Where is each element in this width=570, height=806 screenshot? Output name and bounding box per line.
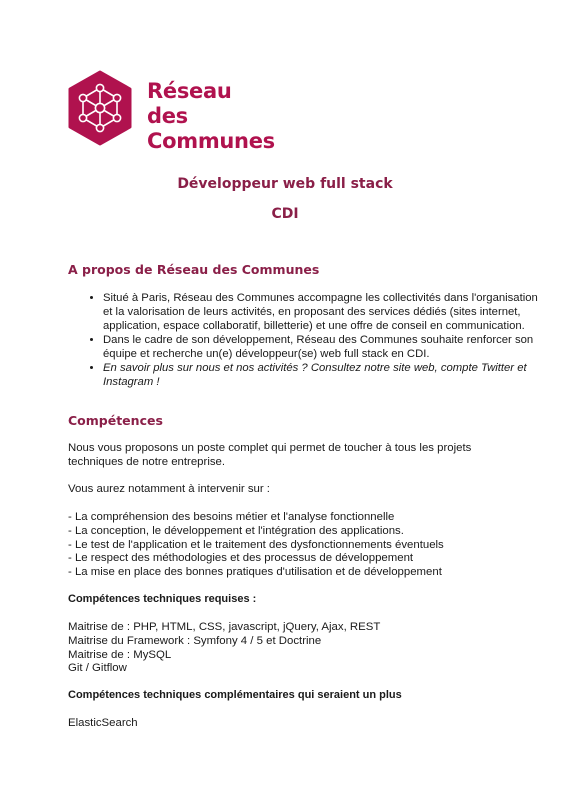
about-list [68,291,543,389]
list-item: - La compréhension des besoins métier et l'analyse fonctionnelle [68,511,395,523]
required-skills-list [68,621,508,676]
list-item: - Le test de l'application et le traitement des dysfonctionnements éventuels [68,538,444,551]
skills-heading: Compétences [68,413,163,428]
list-item: Git / Gitflow [68,662,127,675]
extra-skills-heading [68,689,508,703]
list-item: Maitrise du Framework : Symfony 4 / 5 et Doctrine [68,634,322,647]
contract-type: CDI [271,206,299,222]
list-item: - Le respect des méthodologies et des processus de développement [68,552,414,565]
list-item: • Dans le cadre de son développement, Réseau des Communes souhaite renforcer son équipe et recherche un(e) développeur(se) web full stack en CDI. [103,333,543,361]
required-skills-heading [68,593,508,607]
about-heading: A propos de Réseau des Communes [68,262,320,277]
intervene-line [68,483,508,497]
task-list [68,511,508,580]
list-item: • Situé à Paris, Réseau des Communes accompagne les collectivités dans l'organisation et la valorisation de leurs activités, en proposant des services dédiés (sites internet, application, espace collaboratif, billetterie) et une offre de conseil en communication. [103,291,543,333]
text-line: Nous vous proposons un poste complet qui permet de toucher à tous les projets [68,442,472,454]
list-item: Maitrise de : MySQL [68,648,172,661]
skills-intro [68,442,508,470]
network-hexagon-icon [67,70,133,146]
text-line: techniques de notre entreprise. [68,455,226,468]
text-line: Compétences techniques requises : [68,593,257,605]
text-line: Compétences techniques complémentaires qui seraient un plus [68,689,402,701]
list-item: Maitrise de : PHP, HTML, CSS, javascript, jQuery, Ajax, REST [68,621,381,633]
logo-line-1: Réseau [147,79,232,103]
extra-skills-list [68,717,508,731]
list-item: ElasticSearch [68,717,138,729]
logo [67,70,307,153]
logo-wordmark [147,79,307,154]
job-title: Développeur web full stack [177,176,393,192]
list-item: - La conception, le développement et l'intégration des applications. [68,524,404,537]
list-item: • En savoir plus sur nous et nos activités ? Consultez notre site web, compte Twitter et Instagram ! [103,361,543,389]
logo-line-2: des Communes [147,104,275,153]
list-item: - La mise en place des bonnes pratiques d'utilisation et de développement [68,566,442,579]
text-line: Vous aurez notamment à intervenir sur : [68,483,270,495]
